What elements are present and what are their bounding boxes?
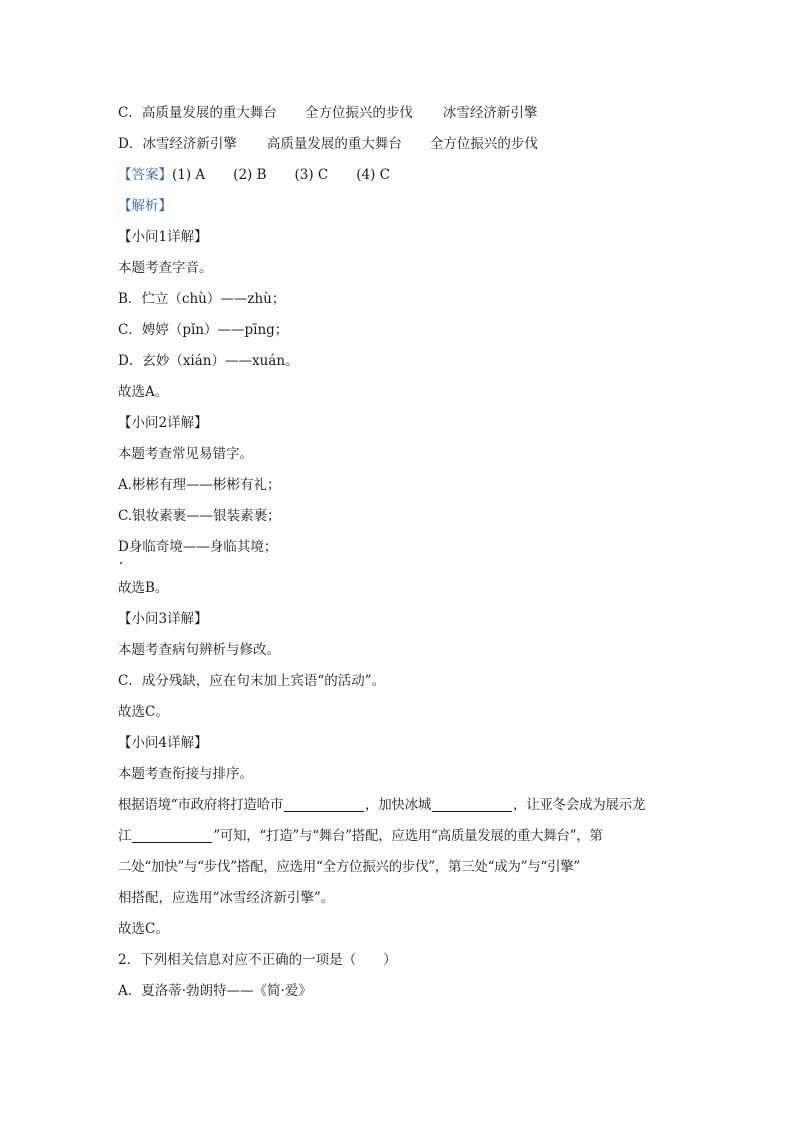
q2-tag: 【小问2详解】 — [118, 415, 208, 431]
option-c-label: C． — [118, 105, 142, 121]
option-c-item-1: 高质量发展的重大舞台 — [141, 105, 277, 121]
q3-conclusion: 故选C。 — [118, 704, 169, 720]
q3-tag: 【小问3详解】 — [118, 611, 208, 627]
q4-tag: 【小问4详解】 — [118, 735, 208, 751]
answer-line — [118, 160, 698, 191]
answer-tag: 【答案】 — [118, 167, 172, 183]
stray-dot — [120, 562, 122, 564]
option-c-line — [118, 98, 698, 129]
answer-item-2: (2) B — [233, 167, 267, 183]
document-page — [118, 98, 698, 1007]
q2-intro: 本题考查常见易错字。 — [118, 446, 253, 462]
answer-item-4: (4) C — [356, 167, 391, 183]
option-d-item-1: 冰雪经济新引擎 — [142, 136, 237, 152]
option-d-line — [118, 129, 698, 160]
q1-line-c: C．娉婷（pǐn）——pīng； — [118, 322, 289, 338]
q3-intro: 本题考查病句辨析与修改。 — [118, 642, 280, 658]
q1-line-d: D．玄妙（xián）——xuán。 — [118, 353, 299, 369]
q2-line-c: C.银妆素裹——银装素裹； — [118, 508, 281, 524]
q4-conclusion: 故选C。 — [118, 921, 169, 937]
q4-paragraph-line-3: 二处“加快”与“步伐”搭配，应选用“全方位振兴的步伐”，第三处“成为”与“引擎” — [118, 859, 581, 875]
fill-blank — [284, 793, 364, 812]
option-d-label: D． — [118, 136, 143, 152]
q2-conclusion: 故选B。 — [118, 580, 169, 596]
q4-paragraph-line-4: 相搭配，应选用“冰雪经济新引擎”。 — [118, 890, 335, 906]
option-c-item-2: 全方位振兴的步伐 — [304, 105, 413, 121]
answer-item-1: (1) A — [172, 167, 206, 183]
q4-paragraph-line-2 — [118, 821, 698, 852]
analysis-tag: 【解析】 — [118, 198, 172, 214]
option-d-item-3: 全方位振兴的步伐 — [429, 136, 538, 152]
q4-text: ，加快冰城 — [365, 797, 432, 813]
option-c-item-3: 冰雪经济新引擎 — [442, 105, 538, 121]
q4-text: ”可知，“打造”与“舞台”搭配，应选用“高质量发展的重大舞台”，第 — [213, 828, 603, 844]
q1-intro: 本题考查字音。 — [118, 260, 213, 276]
q2-line-d: D身临奇境——身临其境； — [118, 539, 278, 555]
q4-text: 江 — [118, 828, 132, 844]
option-d-item-2: 高质量发展的重大舞台 — [266, 136, 402, 152]
q1-conclusion: 故选A。 — [118, 384, 169, 400]
question-2-option-a: A．夏洛蒂·勃朗特——《简·爱》 — [118, 983, 312, 999]
q2-line-a: A.彬彬有理——彬彬有礼； — [118, 477, 281, 493]
q4-text: 根据语境“市政府将打造哈市 — [118, 797, 284, 813]
fill-blank — [432, 793, 512, 812]
q1-tag: 【小问1详解】 — [118, 229, 208, 245]
fill-blank — [132, 824, 212, 843]
q1-line-b: B．伫立（chù）——zhù； — [118, 291, 286, 307]
q4-paragraph-line-1 — [118, 790, 698, 821]
q4-intro: 本题考查衔接与排序。 — [118, 766, 253, 782]
question-2-stem: 2．下列相关信息对应不正确的一项是（ ） — [118, 952, 397, 968]
spacer — [118, 563, 698, 573]
q3-line-c: C．成分残缺，应在句末加上宾语“的活动”。 — [118, 673, 386, 689]
answer-item-3: (3) C — [294, 167, 329, 183]
q4-text: ，让亚冬会成为展示龙 — [513, 797, 646, 813]
